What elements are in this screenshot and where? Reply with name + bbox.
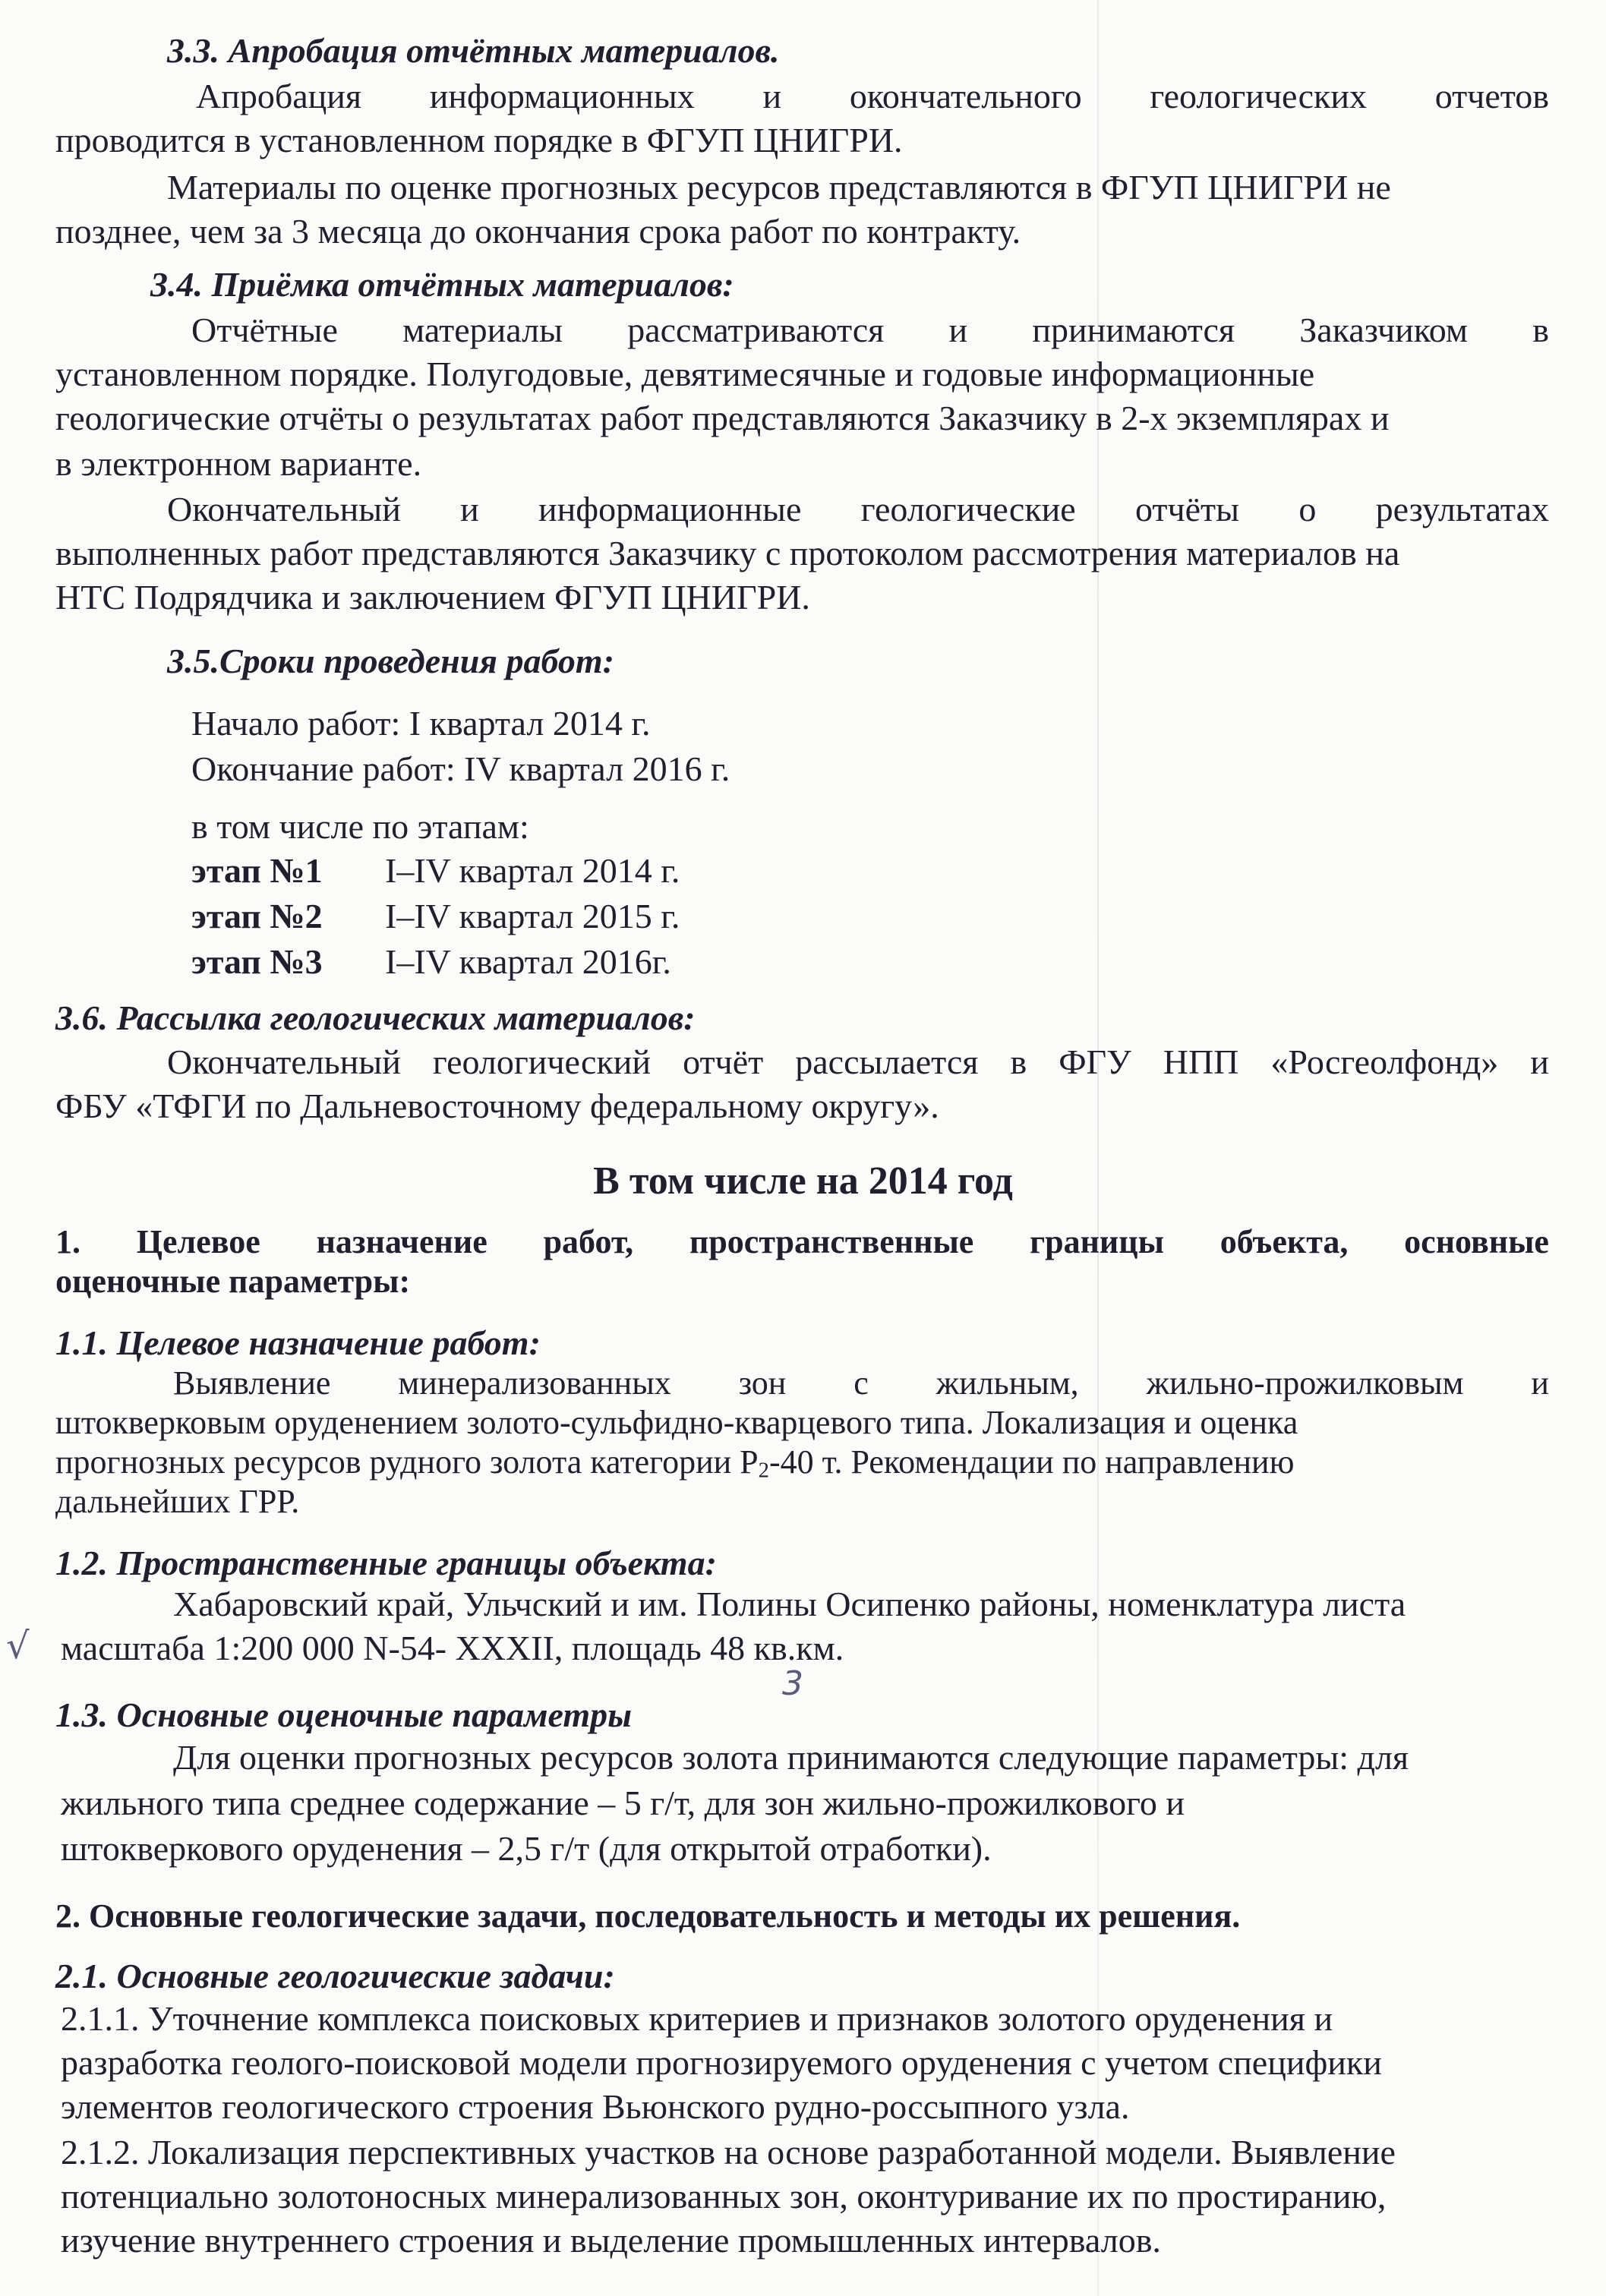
task-line: 2.1.1. Уточнение комплекса поисковых критериев и признаков золотого оруденения и — [61, 1999, 1333, 2038]
word: основные — [1404, 1223, 1549, 1260]
paragraph-line — [167, 1042, 1549, 1081]
paragraph-line — [167, 492, 1549, 527]
stage-period: I–IV квартал 2015 г. — [385, 897, 680, 935]
paragraph-line: проводится в установленном порядке в ФГУП ЦНИГРИ. — [55, 121, 903, 159]
task-line: разработка геолого-поисковой модели прогнозируемого оруденения с учетом специфики — [61, 2043, 1382, 2082]
word: зон — [738, 1364, 787, 1402]
word: пространственные — [689, 1223, 974, 1260]
word: информационных — [429, 77, 695, 115]
task-line: элементов геологического строения Вьюнского рудно-россыпного узла. — [61, 2087, 1130, 2126]
task-line: изучение внутреннего строения и выделение промышленных интервалов. — [61, 2221, 1161, 2260]
paragraph-line: установленном порядке. Полугодовые, девятимесячные и годовые информационные — [55, 355, 1315, 393]
word: жильным, — [936, 1364, 1079, 1402]
section-3-4-heading: 3.4. Приёмка отчётных материалов: — [150, 265, 734, 304]
word: Апробация — [196, 77, 362, 115]
word: и — [460, 490, 479, 528]
word: границы — [1030, 1223, 1164, 1260]
word: Отчётные — [191, 311, 338, 349]
section-1-3-heading: 1.3. Основные оценочные параметры — [55, 1695, 633, 1734]
section-3-5-heading: 3.5.Сроки проведения работ: — [167, 642, 614, 680]
word: геологические — [860, 490, 1076, 528]
stage-label: этап №3 — [191, 942, 323, 981]
paragraph-line: ФБУ «ТФГИ по Дальневосточному федеральному округу». — [55, 1086, 939, 1125]
stages-intro: в том числе по этапам: — [191, 807, 529, 846]
paragraph-line: штокверковым оруденением золото-сульфидно-кварцевого типа. Локализация и оценка — [55, 1404, 1298, 1441]
paragraph-line: Материалы по оценке прогнозных ресурсов представляются в ФГУП ЦНИГРИ не — [167, 168, 1391, 207]
paragraph-line: прогнозных ресурсов рудного золота категории Р2-40 т. Рекомендации по направлению — [55, 1443, 1295, 1483]
stage-label: этап №2 — [191, 897, 323, 935]
paragraph-line: НТС Подрядчика и заключением ФГУП ЦНИГРИ. — [55, 578, 810, 617]
word: НПП — [1163, 1042, 1239, 1081]
word: принимаются — [1032, 311, 1235, 349]
paragraph-line: позднее, чем за 3 месяца до окончания срока работ по контракту. — [55, 212, 1021, 251]
word: минерализованных — [398, 1364, 671, 1402]
word: ФГУ — [1059, 1042, 1131, 1081]
word: результатах — [1375, 490, 1549, 528]
paragraph-line: штокверкового оруденения – 2,5 г/т (для открытой отработки). — [61, 1829, 992, 1868]
paragraph-line — [196, 79, 1549, 114]
paragraph-line: дальнейших ГРР. — [55, 1483, 300, 1520]
task-line: потенциально золотоносных минерализованных зон, оконтуривание их по простиранию, — [61, 2177, 1387, 2216]
word: отчетов — [1434, 77, 1549, 115]
paragraph-line: Хабаровский край, Ульчский и им. Полины Осипенко районы, номенклатура листа — [173, 1585, 1406, 1623]
section-1-1-heading: 1.1. Целевое назначение работ: — [55, 1323, 541, 1362]
paragraph-line — [173, 1364, 1549, 1402]
word: жильно-прожилковым — [1146, 1364, 1464, 1402]
word: отчёты — [1135, 490, 1240, 528]
handwritten-correction: 3 — [782, 1664, 803, 1703]
word: материалы — [402, 311, 563, 349]
word: Окончательный — [167, 1042, 401, 1081]
word: окончательного — [849, 77, 1082, 115]
paragraph-line: выполненных работ представляются Заказчику с протоколом рассмотрения материалов на — [55, 534, 1400, 572]
paragraph-line — [191, 313, 1549, 348]
checkmark-icon: √ — [6, 1625, 30, 1667]
word: 1. — [55, 1223, 80, 1260]
word: Заказчиком — [1299, 311, 1469, 349]
work-end: Окончание работ: IV квартал 2016 г. — [191, 749, 730, 788]
word: и — [948, 311, 968, 349]
word: Выявление — [173, 1364, 331, 1402]
paragraph-line: жильного типа среднее содержание – 5 г/т, для зон жильно-прожилкового и — [61, 1784, 1185, 1822]
word: объекта, — [1219, 1223, 1349, 1260]
section-1-heading — [55, 1225, 1549, 1259]
stage-period: I–IV квартал 2014 г. — [385, 851, 680, 890]
work-start: Начало работ: I квартал 2014 г. — [191, 704, 651, 743]
task-line: 2.1.2. Локализация перспективных участков на основе разработанной модели. Выявление — [61, 2133, 1396, 2171]
paragraph-line: в электронном варианте. — [55, 444, 422, 483]
year-title: В том числе на 2014 год — [593, 1159, 1013, 1203]
word: и — [1531, 1364, 1549, 1402]
word: и — [1530, 1042, 1549, 1081]
word: Окончательный — [167, 490, 401, 528]
section-2-heading: 2. Основные геологические задачи, последовательность и методы их решения. — [55, 1897, 1241, 1935]
paragraph-line: масштаба 1:200 000 N-54- XXXII, площадь 48 кв.км. — [61, 1629, 844, 1667]
word: с — [853, 1364, 869, 1402]
word: и — [762, 77, 782, 115]
stage-period: I–IV квартал 2016г. — [385, 942, 671, 981]
word: Целевое — [136, 1223, 260, 1260]
word: назначение — [316, 1223, 487, 1260]
word: в — [1532, 311, 1549, 349]
section-3-6-heading: 3.6. Рассылка геологических материалов: — [55, 998, 696, 1037]
paragraph-line: геологические отчёты о результатах работ представляются Заказчику в 2-х экземплярах и — [55, 399, 1390, 437]
word: рассылается — [795, 1042, 979, 1081]
word: геологический — [432, 1042, 652, 1081]
word: о — [1298, 490, 1317, 528]
word: в — [1010, 1042, 1027, 1081]
word: работ, — [543, 1223, 634, 1260]
section-2-1-heading: 2.1. Основные геологические задачи: — [55, 1957, 615, 1995]
section-1-2-heading: 1.2. Пространственные границы объекта: — [55, 1544, 717, 1582]
paragraph-line: Для оценки прогнозных ресурсов золота принимаются следующие параметры: для — [173, 1738, 1409, 1777]
word: рассматриваются — [627, 311, 885, 349]
stage-label: этап №1 — [191, 851, 323, 890]
word: «Росгеолфонд» — [1270, 1042, 1499, 1081]
word: геологических — [1150, 77, 1367, 115]
section-3-3-heading: 3.3. Апробация отчётных материалов. — [167, 31, 780, 70]
word: отчёт — [683, 1042, 764, 1081]
section-1-heading: оценочные параметры: — [55, 1263, 411, 1300]
word: информационные — [538, 490, 802, 528]
